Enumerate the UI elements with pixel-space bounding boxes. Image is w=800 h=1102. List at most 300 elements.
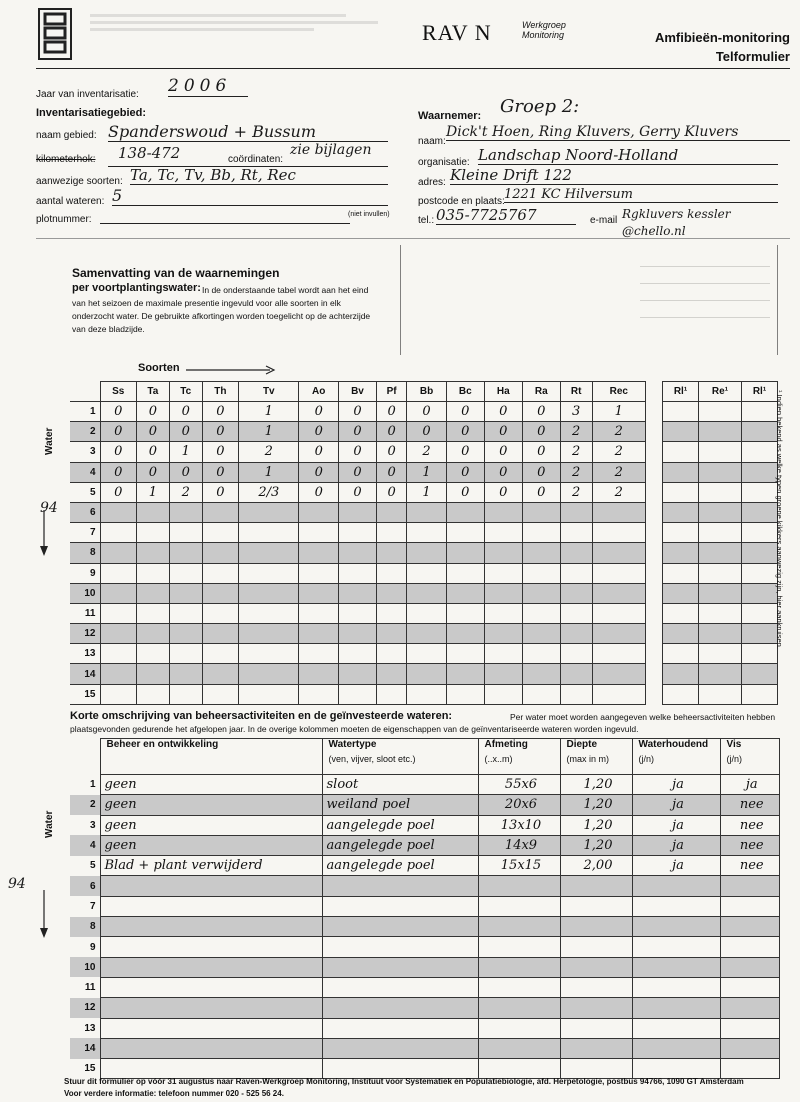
count-cell[interactable] <box>484 543 522 563</box>
count-cell[interactable] <box>407 583 447 603</box>
management-cell[interactable] <box>720 957 780 977</box>
count-cell[interactable] <box>299 644 339 664</box>
management-cell[interactable]: 15x15 <box>478 856 560 876</box>
count-cell[interactable] <box>522 664 560 684</box>
count-cell[interactable]: 0 <box>338 462 376 482</box>
count-cell[interactable] <box>560 664 592 684</box>
count-cell[interactable] <box>484 684 522 704</box>
count-cell[interactable] <box>484 523 522 543</box>
count-cell[interactable] <box>100 644 136 664</box>
count-cell[interactable] <box>376 664 406 684</box>
management-cell[interactable] <box>100 1018 322 1038</box>
count-cell[interactable]: 0 <box>338 402 376 422</box>
extra-check-cell[interactable] <box>741 543 777 563</box>
count-cell[interactable]: 2 <box>239 442 299 462</box>
count-cell[interactable]: 0 <box>202 402 238 422</box>
management-cell[interactable] <box>560 1018 632 1038</box>
count-cell[interactable] <box>169 502 202 522</box>
extra-check-cell[interactable] <box>663 644 699 664</box>
management-cell[interactable] <box>720 876 780 896</box>
count-cell[interactable]: 0 <box>100 462 136 482</box>
management-cell[interactable]: 1,20 <box>560 775 632 795</box>
count-cell[interactable] <box>202 502 238 522</box>
count-cell[interactable] <box>522 543 560 563</box>
management-cell[interactable] <box>100 977 322 997</box>
count-cell[interactable] <box>484 644 522 664</box>
count-cell[interactable]: 0 <box>100 402 136 422</box>
extra-check-cell[interactable] <box>663 402 699 422</box>
count-cell[interactable] <box>484 563 522 583</box>
management-cell[interactable] <box>720 896 780 916</box>
count-cell[interactable]: 0 <box>202 462 238 482</box>
count-cell[interactable]: 0 <box>169 402 202 422</box>
management-cell[interactable] <box>560 1038 632 1058</box>
management-cell[interactable] <box>560 957 632 977</box>
count-cell[interactable] <box>100 664 136 684</box>
management-cell[interactable]: geen <box>100 795 322 815</box>
count-cell[interactable] <box>522 502 560 522</box>
extra-check-cell[interactable] <box>663 442 699 462</box>
management-cell[interactable] <box>560 917 632 937</box>
management-cell[interactable] <box>560 896 632 916</box>
count-cell[interactable] <box>376 563 406 583</box>
count-cell[interactable]: 0 <box>522 402 560 422</box>
count-cell[interactable] <box>407 664 447 684</box>
count-cell[interactable]: 0 <box>484 402 522 422</box>
management-cell[interactable] <box>322 1059 478 1079</box>
management-cell[interactable] <box>478 1059 560 1079</box>
count-cell[interactable] <box>592 543 645 563</box>
count-cell[interactable]: 2 <box>560 422 592 442</box>
count-cell[interactable] <box>239 684 299 704</box>
count-cell[interactable]: 0 <box>299 442 339 462</box>
count-cell[interactable]: 0 <box>446 402 484 422</box>
management-cell[interactable] <box>100 876 322 896</box>
management-cell[interactable]: 55x6 <box>478 775 560 795</box>
count-cell[interactable] <box>376 543 406 563</box>
management-cell[interactable] <box>100 917 322 937</box>
management-cell[interactable] <box>322 1038 478 1058</box>
count-cell[interactable]: 0 <box>376 422 406 442</box>
count-cell[interactable] <box>338 523 376 543</box>
management-cell[interactable] <box>100 1059 322 1079</box>
management-cell[interactable] <box>100 896 322 916</box>
count-cell[interactable] <box>299 664 339 684</box>
count-cell[interactable] <box>446 603 484 623</box>
count-cell[interactable] <box>446 543 484 563</box>
count-cell[interactable] <box>446 563 484 583</box>
count-cell[interactable]: 0 <box>136 442 169 462</box>
management-cell[interactable] <box>560 977 632 997</box>
count-cell[interactable] <box>407 523 447 543</box>
count-cell[interactable] <box>202 523 238 543</box>
count-cell[interactable] <box>522 684 560 704</box>
count-cell[interactable] <box>202 603 238 623</box>
count-cell[interactable] <box>299 502 339 522</box>
count-cell[interactable]: 2 <box>592 482 645 502</box>
count-cell[interactable] <box>446 583 484 603</box>
count-cell[interactable] <box>136 543 169 563</box>
count-cell[interactable] <box>100 603 136 623</box>
management-cell[interactable] <box>560 876 632 896</box>
management-cell[interactable]: nee <box>720 815 780 835</box>
management-cell[interactable]: geen <box>100 835 322 855</box>
count-cell[interactable] <box>100 684 136 704</box>
count-cell[interactable]: 0 <box>299 402 339 422</box>
count-cell[interactable]: 0 <box>202 482 238 502</box>
count-cell[interactable] <box>376 644 406 664</box>
extra-check-cell[interactable] <box>663 523 699 543</box>
management-cell[interactable]: ja <box>632 815 720 835</box>
count-cell[interactable]: 2 <box>592 462 645 482</box>
extra-check-cell[interactable] <box>699 442 742 462</box>
count-cell[interactable]: 0 <box>376 402 406 422</box>
management-cell[interactable] <box>478 957 560 977</box>
management-cell[interactable]: nee <box>720 835 780 855</box>
count-cell[interactable] <box>338 603 376 623</box>
count-cell[interactable]: 0 <box>376 482 406 502</box>
count-cell[interactable] <box>202 684 238 704</box>
management-cell[interactable] <box>478 917 560 937</box>
management-cell[interactable] <box>100 937 322 957</box>
count-cell[interactable]: 0 <box>136 462 169 482</box>
count-cell[interactable]: 1 <box>592 402 645 422</box>
management-cell[interactable] <box>478 876 560 896</box>
count-cell[interactable] <box>100 523 136 543</box>
count-cell[interactable] <box>136 583 169 603</box>
count-cell[interactable] <box>202 664 238 684</box>
count-cell[interactable] <box>239 583 299 603</box>
extra-check-cell[interactable] <box>741 462 777 482</box>
management-cell[interactable] <box>560 998 632 1018</box>
count-cell[interactable] <box>100 583 136 603</box>
count-cell[interactable] <box>560 603 592 623</box>
count-cell[interactable] <box>376 624 406 644</box>
count-cell[interactable] <box>239 502 299 522</box>
extra-check-cell[interactable] <box>699 583 742 603</box>
count-cell[interactable]: 0 <box>100 482 136 502</box>
count-cell[interactable]: 1 <box>239 402 299 422</box>
extra-check-cell[interactable] <box>741 684 777 704</box>
count-cell[interactable] <box>522 644 560 664</box>
count-cell[interactable] <box>407 603 447 623</box>
management-cell[interactable]: aangelegde poel <box>322 815 478 835</box>
management-cell[interactable] <box>478 896 560 916</box>
count-cell[interactable] <box>407 543 447 563</box>
count-cell[interactable] <box>136 523 169 543</box>
count-cell[interactable] <box>299 583 339 603</box>
count-cell[interactable]: 0 <box>338 442 376 462</box>
management-cell[interactable] <box>100 1038 322 1058</box>
management-cell[interactable] <box>720 977 780 997</box>
count-cell[interactable]: 0 <box>446 462 484 482</box>
count-cell[interactable] <box>169 644 202 664</box>
count-cell[interactable]: 1 <box>169 442 202 462</box>
management-cell[interactable] <box>478 998 560 1018</box>
management-cell[interactable] <box>632 998 720 1018</box>
count-cell[interactable]: 2 <box>407 442 447 462</box>
extra-check-cell[interactable] <box>663 482 699 502</box>
count-cell[interactable]: 0 <box>522 482 560 502</box>
count-cell[interactable]: 0 <box>202 422 238 442</box>
extra-check-cell[interactable] <box>741 422 777 442</box>
extra-check-cell[interactable] <box>741 583 777 603</box>
count-cell[interactable] <box>338 583 376 603</box>
management-cell[interactable]: 20x6 <box>478 795 560 815</box>
count-cell[interactable] <box>299 523 339 543</box>
management-cell[interactable] <box>322 977 478 997</box>
count-cell[interactable] <box>202 543 238 563</box>
count-cell[interactable]: 2 <box>560 462 592 482</box>
count-cell[interactable] <box>484 502 522 522</box>
count-cell[interactable] <box>202 563 238 583</box>
management-cell[interactable] <box>322 917 478 937</box>
count-cell[interactable] <box>484 624 522 644</box>
count-cell[interactable]: 2/3 <box>239 482 299 502</box>
count-cell[interactable]: 0 <box>376 442 406 462</box>
count-cell[interactable] <box>560 684 592 704</box>
count-cell[interactable] <box>592 523 645 543</box>
management-cell[interactable] <box>322 1018 478 1038</box>
count-cell[interactable] <box>446 624 484 644</box>
management-cell[interactable] <box>100 998 322 1018</box>
count-cell[interactable] <box>592 563 645 583</box>
management-cell[interactable] <box>322 876 478 896</box>
count-cell[interactable] <box>376 684 406 704</box>
management-cell[interactable]: weiland poel <box>322 795 478 815</box>
count-cell[interactable] <box>136 624 169 644</box>
count-cell[interactable] <box>592 624 645 644</box>
management-cell[interactable]: geen <box>100 815 322 835</box>
extra-check-cell[interactable] <box>741 482 777 502</box>
count-cell[interactable] <box>202 644 238 664</box>
count-cell[interactable] <box>299 603 339 623</box>
count-cell[interactable] <box>239 644 299 664</box>
count-cell[interactable] <box>522 583 560 603</box>
extra-check-cell[interactable] <box>741 402 777 422</box>
extra-check-cell[interactable] <box>741 624 777 644</box>
management-cell[interactable] <box>720 1018 780 1038</box>
management-cell[interactable]: 2,00 <box>560 856 632 876</box>
extra-check-cell[interactable] <box>741 644 777 664</box>
count-cell[interactable] <box>169 543 202 563</box>
management-cell[interactable]: 1,20 <box>560 815 632 835</box>
management-cell[interactable]: ja <box>632 835 720 855</box>
management-cell[interactable]: nee <box>720 795 780 815</box>
management-cell[interactable] <box>100 957 322 977</box>
count-cell[interactable] <box>407 563 447 583</box>
extra-check-cell[interactable] <box>699 422 742 442</box>
management-cell[interactable] <box>632 977 720 997</box>
count-cell[interactable]: 0 <box>484 442 522 462</box>
management-cell[interactable] <box>632 957 720 977</box>
management-cell[interactable]: aangelegde poel <box>322 856 478 876</box>
extra-check-cell[interactable] <box>663 502 699 522</box>
count-cell[interactable]: 0 <box>100 442 136 462</box>
count-cell[interactable] <box>136 563 169 583</box>
management-cell[interactable] <box>632 1038 720 1058</box>
count-cell[interactable]: 2 <box>592 422 645 442</box>
count-cell[interactable] <box>299 543 339 563</box>
count-cell[interactable] <box>446 684 484 704</box>
management-cell[interactable] <box>632 876 720 896</box>
management-cell[interactable] <box>478 1038 560 1058</box>
count-cell[interactable]: 0 <box>446 482 484 502</box>
count-cell[interactable] <box>522 563 560 583</box>
management-cell[interactable] <box>560 937 632 957</box>
count-cell[interactable] <box>407 684 447 704</box>
extra-check-cell[interactable] <box>741 442 777 462</box>
count-cell[interactable] <box>239 603 299 623</box>
extra-check-cell[interactable] <box>663 684 699 704</box>
count-cell[interactable] <box>560 543 592 563</box>
count-cell[interactable] <box>169 624 202 644</box>
count-cell[interactable] <box>376 502 406 522</box>
count-cell[interactable] <box>239 543 299 563</box>
count-cell[interactable]: 0 <box>169 462 202 482</box>
management-cell[interactable] <box>478 977 560 997</box>
count-cell[interactable]: 0 <box>169 422 202 442</box>
extra-check-cell[interactable] <box>663 422 699 442</box>
count-cell[interactable] <box>407 624 447 644</box>
management-cell[interactable]: nee <box>720 856 780 876</box>
extra-check-cell[interactable] <box>741 664 777 684</box>
count-cell[interactable] <box>376 603 406 623</box>
extra-check-cell[interactable] <box>741 502 777 522</box>
count-cell[interactable]: 0 <box>446 442 484 462</box>
extra-check-cell[interactable] <box>699 482 742 502</box>
management-cell[interactable] <box>632 896 720 916</box>
management-cell[interactable] <box>720 1038 780 1058</box>
count-cell[interactable] <box>100 624 136 644</box>
count-cell[interactable] <box>560 583 592 603</box>
extra-check-cell[interactable] <box>663 583 699 603</box>
count-cell[interactable] <box>446 502 484 522</box>
management-cell[interactable] <box>322 937 478 957</box>
management-cell[interactable]: Blad + plant verwijderd <box>100 856 322 876</box>
count-cell[interactable] <box>592 502 645 522</box>
count-cell[interactable] <box>136 684 169 704</box>
count-cell[interactable] <box>592 603 645 623</box>
extra-check-cell[interactable] <box>741 603 777 623</box>
count-cell[interactable] <box>338 664 376 684</box>
count-cell[interactable] <box>376 523 406 543</box>
count-cell[interactable]: 1 <box>136 482 169 502</box>
count-cell[interactable] <box>169 583 202 603</box>
count-cell[interactable]: 1 <box>407 482 447 502</box>
extra-check-cell[interactable] <box>699 543 742 563</box>
count-cell[interactable]: 2 <box>560 442 592 462</box>
management-cell[interactable] <box>322 998 478 1018</box>
count-cell[interactable]: 0 <box>136 402 169 422</box>
count-cell[interactable]: 0 <box>407 402 447 422</box>
extra-check-cell[interactable] <box>663 624 699 644</box>
count-cell[interactable] <box>592 644 645 664</box>
count-cell[interactable] <box>376 583 406 603</box>
management-cell[interactable]: ja <box>632 775 720 795</box>
count-cell[interactable] <box>446 664 484 684</box>
count-cell[interactable]: 0 <box>338 482 376 502</box>
count-cell[interactable] <box>484 583 522 603</box>
extra-check-cell[interactable] <box>699 624 742 644</box>
count-cell[interactable]: 0 <box>100 422 136 442</box>
count-cell[interactable]: 0 <box>484 462 522 482</box>
count-cell[interactable]: 2 <box>169 482 202 502</box>
count-cell[interactable] <box>560 502 592 522</box>
extra-check-cell[interactable] <box>699 684 742 704</box>
count-cell[interactable] <box>239 563 299 583</box>
count-cell[interactable] <box>299 684 339 704</box>
count-cell[interactable] <box>592 664 645 684</box>
extra-check-cell[interactable] <box>699 603 742 623</box>
count-cell[interactable] <box>338 624 376 644</box>
count-cell[interactable] <box>202 624 238 644</box>
management-cell[interactable] <box>632 1018 720 1038</box>
management-cell[interactable]: 1,20 <box>560 835 632 855</box>
management-cell[interactable]: geen <box>100 775 322 795</box>
count-cell[interactable]: 3 <box>560 402 592 422</box>
management-cell[interactable]: 13x10 <box>478 815 560 835</box>
management-cell[interactable]: 1,20 <box>560 795 632 815</box>
count-cell[interactable]: 0 <box>522 442 560 462</box>
count-cell[interactable] <box>169 563 202 583</box>
count-cell[interactable]: 0 <box>338 422 376 442</box>
count-cell[interactable]: 0 <box>446 422 484 442</box>
management-cell[interactable]: sloot <box>322 775 478 795</box>
count-cell[interactable] <box>560 523 592 543</box>
count-cell[interactable] <box>239 664 299 684</box>
count-cell[interactable]: 0 <box>484 422 522 442</box>
count-cell[interactable] <box>338 644 376 664</box>
management-cell[interactable]: ja <box>720 775 780 795</box>
extra-check-cell[interactable] <box>663 603 699 623</box>
count-cell[interactable] <box>522 523 560 543</box>
count-cell[interactable] <box>100 563 136 583</box>
extra-check-cell[interactable] <box>663 462 699 482</box>
count-cell[interactable] <box>202 583 238 603</box>
extra-check-cell[interactable] <box>663 543 699 563</box>
management-cell[interactable] <box>632 937 720 957</box>
count-cell[interactable] <box>407 502 447 522</box>
count-cell[interactable] <box>338 563 376 583</box>
count-cell[interactable]: 0 <box>376 462 406 482</box>
count-cell[interactable]: 0 <box>299 482 339 502</box>
extra-check-cell[interactable] <box>699 523 742 543</box>
extra-check-cell[interactable] <box>699 402 742 422</box>
count-cell[interactable]: 0 <box>484 482 522 502</box>
count-cell[interactable]: 0 <box>522 462 560 482</box>
extra-check-cell[interactable] <box>741 523 777 543</box>
count-cell[interactable] <box>560 563 592 583</box>
count-cell[interactable] <box>338 543 376 563</box>
management-cell[interactable] <box>720 937 780 957</box>
count-cell[interactable] <box>136 664 169 684</box>
count-cell[interactable] <box>560 624 592 644</box>
management-cell[interactable]: ja <box>632 795 720 815</box>
count-cell[interactable]: 0 <box>407 422 447 442</box>
count-cell[interactable]: 0 <box>522 422 560 442</box>
count-cell[interactable] <box>100 502 136 522</box>
count-cell[interactable] <box>169 603 202 623</box>
count-cell[interactable] <box>522 624 560 644</box>
count-cell[interactable] <box>592 684 645 704</box>
count-cell[interactable] <box>407 644 447 664</box>
extra-check-cell[interactable] <box>663 664 699 684</box>
count-cell[interactable] <box>484 664 522 684</box>
management-cell[interactable]: 14x9 <box>478 835 560 855</box>
count-cell[interactable] <box>169 664 202 684</box>
extra-check-cell[interactable] <box>699 644 742 664</box>
